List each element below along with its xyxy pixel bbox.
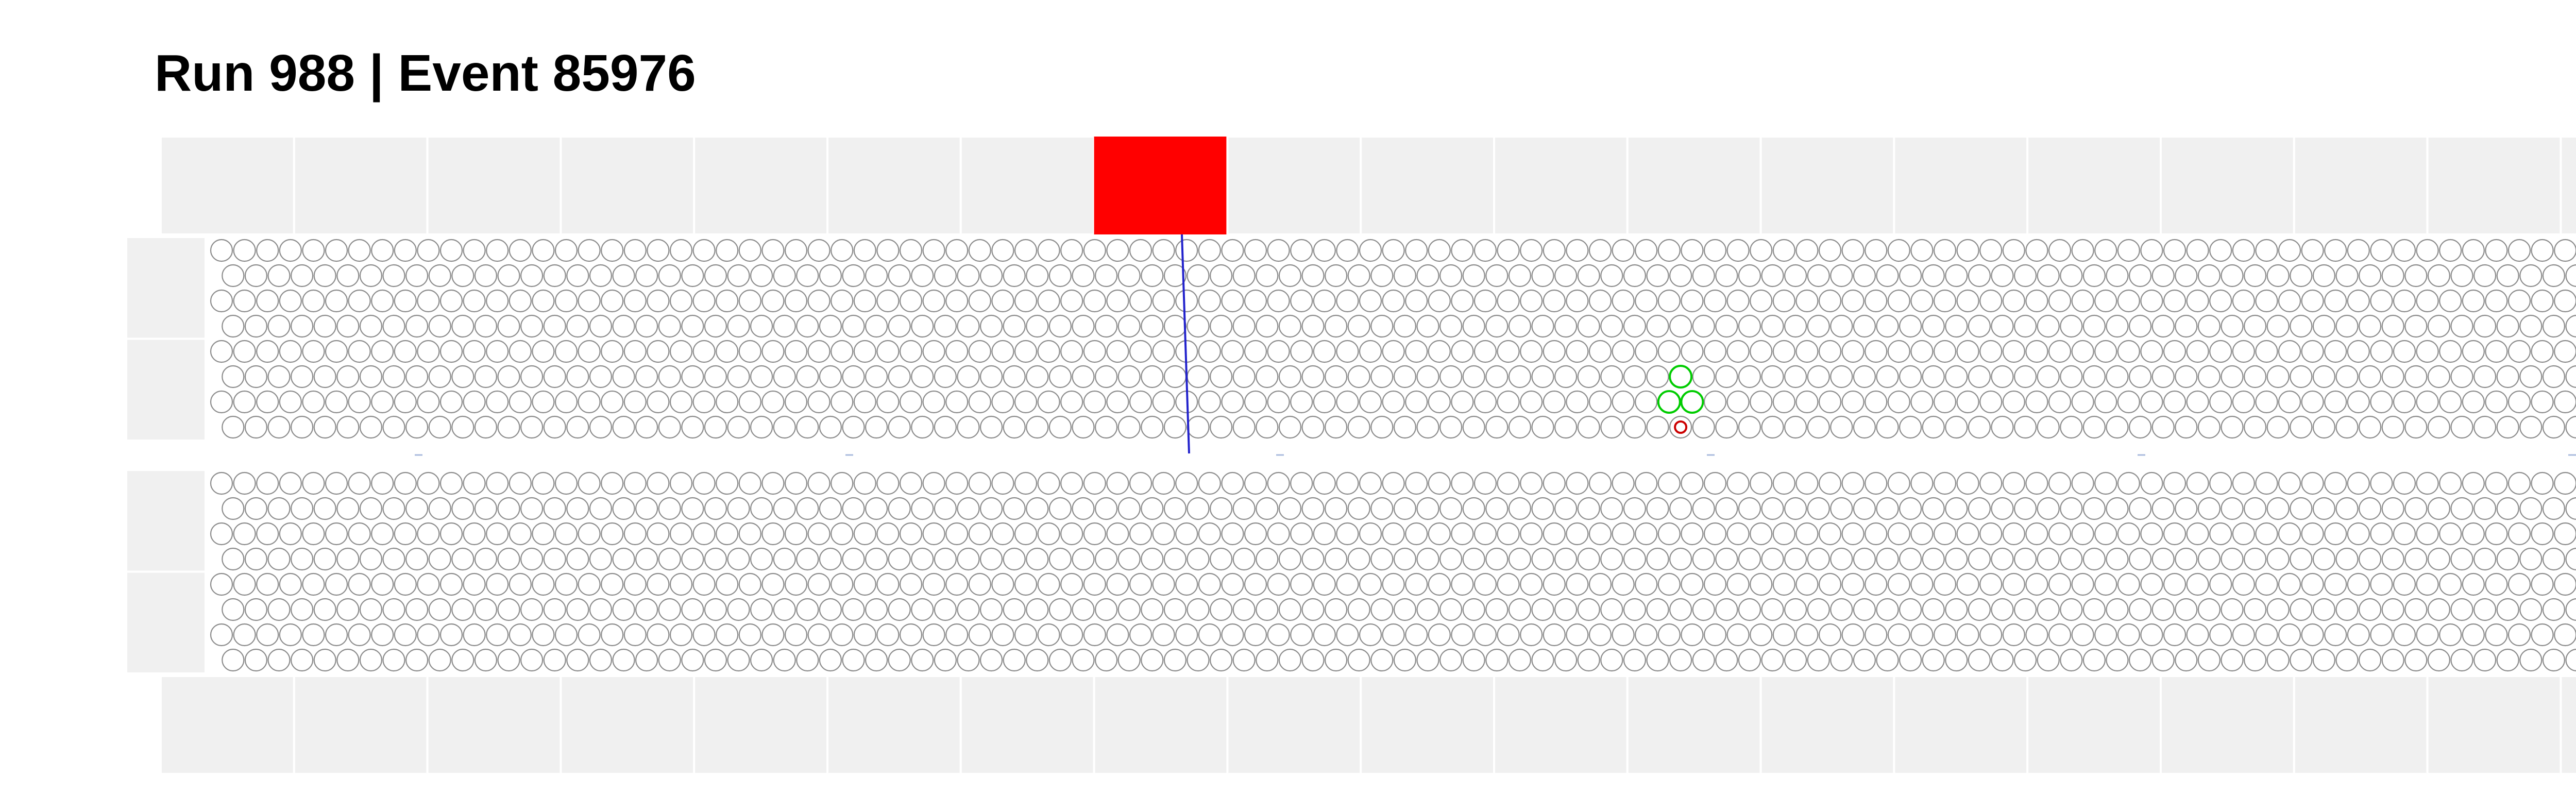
scintillator-paddle [561, 676, 694, 774]
scintillator-paddle [2428, 676, 2561, 774]
scintillator-paddle [1227, 676, 1361, 774]
scintillator-paddle [294, 137, 428, 234]
outer-panel-left [126, 339, 206, 441]
scintillator-paddle [694, 137, 827, 234]
scintillator-paddle [161, 137, 294, 234]
straw-module [205, 237, 2576, 441]
scintillator-paddle [1494, 676, 1628, 774]
scintillator-paddle [2027, 137, 2161, 234]
scintillator-paddle [2294, 676, 2428, 774]
scintillator-paddle [1761, 676, 1894, 774]
scintillator-paddle [2428, 137, 2561, 234]
panel-layer [126, 137, 2576, 774]
scintillator-paddle [1894, 676, 2027, 774]
outer-panel-left [126, 572, 206, 674]
scintillator-paddle [961, 676, 1094, 774]
outer-panel-left [126, 237, 206, 339]
scintillator-paddle [827, 676, 961, 774]
scintillator-paddle [2561, 137, 2576, 234]
scintillator-paddle [428, 676, 561, 774]
outer-panel-left [126, 470, 206, 572]
scintillator-paddle [2027, 676, 2161, 774]
scintillator-paddle [1361, 676, 1494, 774]
scintillator-paddle [561, 137, 694, 234]
scintillator-paddle [1361, 137, 1494, 234]
scintillator-paddle [428, 137, 561, 234]
scintillator-paddle [1894, 137, 2027, 234]
scintillator-paddle [2561, 676, 2576, 774]
scintillator-paddle [294, 676, 428, 774]
scintillator-paddle [1628, 137, 1761, 234]
scintillator-paddle [1494, 137, 1628, 234]
scintillator-paddle [1628, 676, 1761, 774]
scintillator-paddle [1227, 137, 1361, 234]
scintillator-paddle [827, 137, 961, 234]
scintillator-paddle [1094, 676, 1228, 774]
page-title: Run 988 | Event 85976 [155, 44, 696, 102]
scintillator-paddle [161, 676, 294, 774]
scintillator-paddle [2161, 676, 2294, 774]
scintillator-paddle [2161, 137, 2294, 234]
scintillator-paddle [1761, 137, 1894, 234]
straw-module [205, 470, 2576, 673]
scintillator-paddle [694, 676, 827, 774]
hit-scintillator-paddle [1094, 137, 1228, 234]
scintillator-paddle [2294, 137, 2428, 234]
scintillator-paddle [961, 137, 1094, 234]
